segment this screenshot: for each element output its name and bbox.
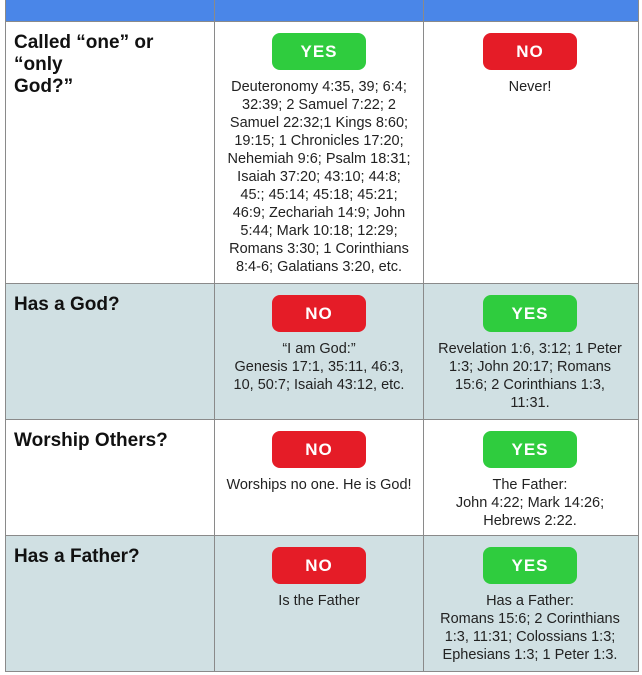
answer-line: 15:6; 2 Corinthians 1:3, — [455, 377, 605, 393]
answer-cell — [214, 284, 423, 419]
comparison-table — [5, 0, 639, 672]
header-cell-2 — [214, 0, 423, 21]
answer-text — [424, 340, 636, 412]
yes-badge: YES — [272, 33, 366, 70]
yes-badge: YES — [483, 547, 577, 584]
answer-text — [215, 340, 423, 394]
question-text: Called “one” or “only — [14, 32, 154, 75]
answer-line: Revelation 1:6, 3:12; 1 Peter — [438, 341, 622, 357]
answer-line: Worships no one. He is God! — [226, 477, 412, 493]
answer-cell — [214, 22, 423, 283]
answer-line: The Father: — [492, 477, 568, 493]
answer-line: Romans 15:6; 2 Corinthians — [440, 611, 620, 627]
answer-cell — [214, 536, 423, 671]
answer-line: Is the Father — [278, 593, 360, 609]
answer-cell — [423, 536, 636, 671]
answer-text — [215, 476, 423, 494]
answer-line: Deuteronomy 4:35, 39; 6:4; — [231, 79, 407, 95]
answer-line: 8:4-6; Galatians 3:20, etc. — [235, 259, 403, 275]
answer-cell — [423, 22, 636, 283]
table-row — [6, 22, 638, 284]
question-text: Has a Father? — [14, 546, 140, 567]
yes-badge: YES — [483, 295, 577, 332]
answer-line: 46:9; Zechariah 14:9; John — [232, 205, 406, 221]
question-text: Worship Others? — [14, 430, 168, 451]
header-cell-1 — [6, 0, 214, 21]
answer-line: 11:31. — [510, 395, 550, 411]
answer-line: Never! — [508, 79, 552, 95]
table-row — [6, 420, 638, 536]
answer-cell — [423, 420, 636, 535]
answer-line: Isaiah 37:20; 43:10; 44:8; — [237, 169, 401, 185]
yes-badge: YES — [483, 431, 577, 468]
question-cell — [6, 284, 214, 419]
answer-line: Ephesians 1:3; 1 Peter 1:3. — [442, 647, 618, 663]
answer-cell — [423, 284, 636, 419]
question-cell — [6, 536, 214, 671]
answer-line: Has a Father: — [486, 593, 574, 609]
answer-cell — [214, 420, 423, 535]
answer-text — [215, 78, 423, 276]
answer-text — [424, 476, 636, 530]
answer-line: Genesis 17:1, 35:11, 46:3, — [234, 359, 404, 375]
answer-line: 45:; 45:14; 45:18; 45:21; — [240, 187, 398, 203]
answer-line: Nehemiah 9:6; Psalm 18:31; — [227, 151, 411, 167]
answer-line: 10, 50:7; Isaiah 43:12, etc. — [233, 377, 405, 393]
question-cell — [6, 420, 214, 535]
answer-text — [424, 78, 636, 96]
table-header-row — [6, 0, 638, 22]
answer-line: 32:39; 2 Samuel 7:22; 2 — [242, 97, 396, 113]
answer-text — [215, 592, 423, 610]
question-text: God?” — [14, 76, 74, 97]
answer-line: 5:44; Mark 10:18; 12:29; — [240, 223, 398, 239]
answer-line: 1:3, 11:31; Colossians 1:3; — [444, 629, 616, 645]
no-badge: NO — [483, 33, 577, 70]
answer-line: Romans 3:30; 1 Corinthians — [229, 241, 409, 257]
no-badge: NO — [272, 547, 366, 584]
answer-line: Hebrews 2:22. — [483, 513, 577, 529]
answer-line: “I am God:” — [282, 341, 356, 357]
question-cell — [6, 22, 214, 283]
answer-line: 1:3; John 20:17; Romans — [448, 359, 612, 375]
answer-line: John 4:22; Mark 14:26; — [455, 495, 605, 511]
no-badge: NO — [272, 431, 366, 468]
table-row — [6, 284, 638, 420]
no-badge: NO — [272, 295, 366, 332]
header-cell-3 — [423, 0, 636, 21]
table-row — [6, 536, 638, 672]
answer-line: Samuel 22:32;1 Kings 8:60; — [229, 115, 409, 131]
answer-line: 19:15; 1 Chronicles 17:20; — [234, 133, 404, 149]
answer-text — [424, 592, 636, 664]
question-text: Has a God? — [14, 294, 120, 315]
